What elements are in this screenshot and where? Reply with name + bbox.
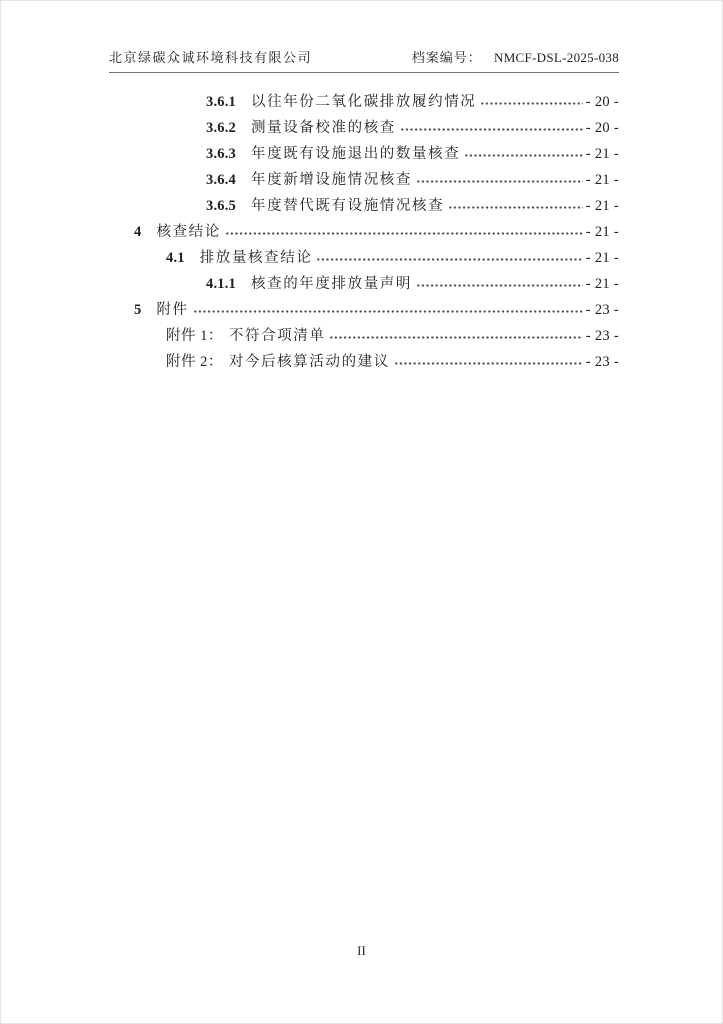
toc-entry-title: 以往年份二氧化碳排放履约情况 — [251, 94, 477, 110]
toc-entry-number: 4 — [134, 224, 142, 240]
toc-entry — [109, 349, 619, 375]
toc-entry-page: - 20 - — [585, 94, 619, 110]
toc-leader-dots — [394, 354, 583, 366]
toc-entry-page: - 21 - — [585, 172, 619, 188]
toc-entry-title: 对今后核算活动的建议 — [228, 354, 390, 370]
page-footer — [1, 943, 722, 959]
toc-entry — [109, 323, 619, 349]
toc-entry — [109, 297, 619, 323]
toc-leader-dots — [329, 328, 582, 340]
toc-entry-number: 5 — [134, 302, 142, 318]
toc-entry-page: - 21 - — [585, 198, 619, 214]
company-name: 北京绿碳众诚环境科技有限公司 — [109, 50, 313, 65]
archive-number-value: NMCF-DSL-2025-038 — [494, 50, 619, 65]
toc-entry — [109, 271, 619, 297]
toc-leader-dots — [193, 302, 583, 314]
toc-entry-number: 附件 2： — [166, 354, 223, 370]
toc-entry-title: 排放量核查结论 — [199, 250, 313, 266]
toc-entry — [109, 245, 619, 271]
toc-entry-number: 3.6.4 — [206, 172, 236, 188]
toc-entry-page: - 21 - — [585, 146, 619, 162]
archive-number — [412, 50, 619, 65]
toc-entry-page: - 23 - — [585, 328, 619, 344]
toc-entry-page: - 20 - — [585, 120, 619, 136]
toc-entry — [109, 115, 619, 141]
toc-list — [109, 89, 619, 375]
toc-entry — [109, 89, 619, 115]
toc-entry-number: 3.6.1 — [206, 94, 236, 110]
toc-entry-page: - 21 - — [585, 250, 619, 266]
toc-entry-page: - 23 - — [585, 354, 619, 370]
toc-entry — [109, 219, 619, 245]
toc-leader-dots — [416, 172, 583, 184]
toc-entry-title: 核查的年度排放量声明 — [251, 276, 412, 292]
toc-entry-number: 3.6.3 — [206, 146, 236, 162]
toc-entry-number: 3.6.5 — [206, 198, 236, 214]
archive-number-label: 档案编号： — [411, 50, 482, 65]
toc-leader-dots — [400, 120, 583, 132]
toc-entry — [109, 141, 619, 167]
toc-entry-number: 3.6.2 — [206, 120, 236, 136]
toc-leader-dots — [416, 276, 583, 288]
toc-leader-dots — [448, 198, 583, 210]
page-header — [109, 50, 619, 73]
toc-entry-title: 测量设备校准的核查 — [251, 120, 396, 136]
toc-leader-dots — [225, 224, 583, 236]
page-number: II — [357, 943, 366, 958]
toc-entry — [109, 193, 619, 219]
toc-leader-dots — [480, 94, 582, 106]
page-content — [1, 1, 722, 375]
toc-leader-dots — [464, 146, 582, 158]
toc-entry-number: 4.1.1 — [206, 276, 236, 292]
toc-entry-title: 附件 — [156, 302, 189, 318]
toc-entry-number: 4.1 — [166, 250, 185, 266]
toc-entry-title: 年度既有设施退出的数量核查 — [251, 146, 461, 162]
toc-entry-title: 不符合项清单 — [228, 328, 326, 344]
toc-entry-page: - 23 - — [585, 302, 619, 318]
toc-entry-title: 年度新增设施情况核查 — [251, 172, 412, 188]
toc-entry — [109, 167, 619, 193]
toc-entry-title: 核查结论 — [156, 224, 221, 240]
toc-entry-page: - 21 - — [585, 224, 619, 240]
toc-entry-number: 附件 1： — [166, 328, 223, 344]
toc-entry-title: 年度替代既有设施情况核查 — [251, 198, 445, 214]
toc-leader-dots — [316, 250, 582, 262]
toc-entry-page: - 21 - — [585, 276, 619, 292]
